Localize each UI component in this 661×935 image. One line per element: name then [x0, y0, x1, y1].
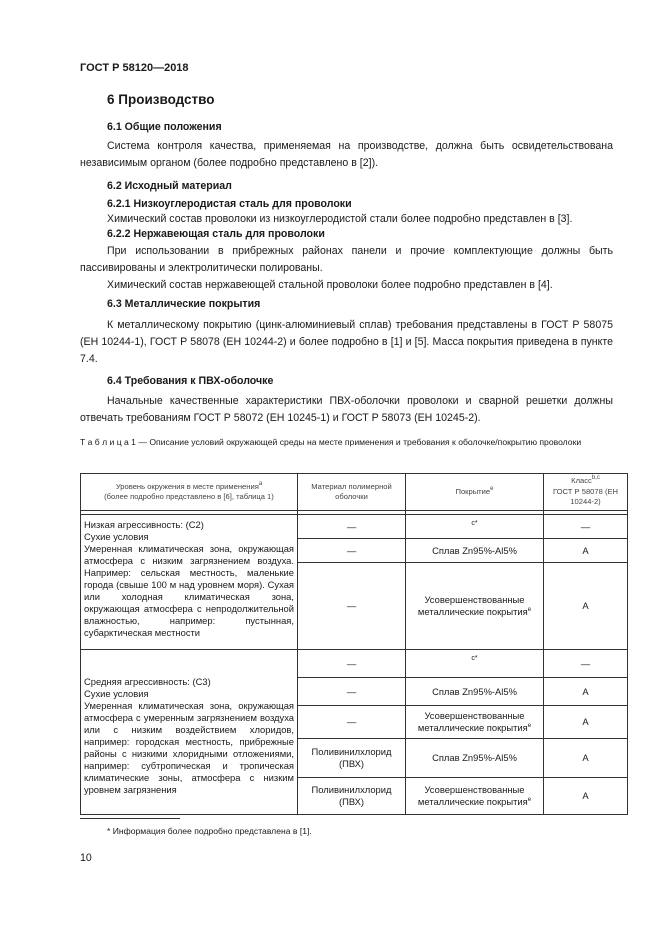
- subsection-6-1-text: Система контроля качества, применяемая на производстве, должна быть освидетельствована независимым органом (более подробно представлено в [2]).: [80, 140, 613, 169]
- material-cell: —: [298, 678, 406, 706]
- class-cell: —: [544, 650, 628, 678]
- description-desc: Умеренная климатическая зона, окружающая атмосфера с низким загрязнением воздуха. Например: сельская местность, маленькие города (свыше 100 м над уровнем моря). Сухая или холодная климатическая зона, окружающая атмосфера с непродолжительной влажностью, например: пустынная, субарктическая местности: [84, 543, 294, 638]
- table-row: [81, 515, 628, 539]
- coating-cell: с*: [406, 515, 544, 539]
- subsection-6-3-text: К металлическому покрытию (цинк-алюминиевый сплав) требования представлены в ГОСТ Р 58075 (ЕН 10244-1), ГОСТ Р 58078 (ЕН 10244-2) и более подробно в [1] и [5]. Масса покрытия приведена в пункте 7.4.: [80, 319, 613, 365]
- description-desc-title: Средняя агрессивность: (С3): [84, 676, 211, 687]
- caption-label: Т а б л и ц а 1: [80, 437, 136, 447]
- material-cell: —: [298, 563, 406, 650]
- environment-table: [80, 473, 628, 815]
- subsection-6-2-1-title: 6.2.1 Низкоуглеродистая сталь для проволоки: [107, 198, 352, 210]
- table-row: [81, 650, 628, 678]
- subsection-6-2-title: 6.2 Исходный материал: [107, 180, 232, 192]
- subsection-6-2-2-title: 6.2.2 Нержавеющая сталь для проволоки: [107, 228, 325, 240]
- material-cell: —: [298, 650, 406, 678]
- subsection-6-3-title: 6.3 Металлические покрытия: [107, 298, 261, 310]
- subsection-6-2-2-text2: Химический состав нержавеющей стальной проволоки более подробно представлен в [4].: [107, 279, 553, 291]
- section-title: 6 Производство: [107, 92, 215, 107]
- subsection-6-4-text: Начальные качественные характеристики ПВХ-оболочки проволоки и сварной решетки должны отвечать требованиям ГОСТ Р 58072 (ЕН 10245-1) и ГОСТ Р 58073 (ЕН 10245-2).: [80, 395, 613, 424]
- environment-description: [81, 515, 298, 650]
- description-desc-sub: Сухие условия: [84, 688, 149, 699]
- header-class: Класс$^{b,c}$ ГОСТ Р 58078 (ЕН 10244-2): [544, 474, 628, 511]
- material-cell: Поливинилхлорид (ПВХ): [298, 778, 406, 815]
- subsection-6-2-1-text: Химический состав проволоки из низкоуглеродистой стали более подробно представлен в [3].: [107, 213, 573, 225]
- coating-cell: с*: [406, 650, 544, 678]
- coating-cell: Сплав Zn95%-Al5%: [406, 539, 544, 563]
- class-cell: А: [544, 778, 628, 815]
- class-cell: А: [544, 739, 628, 778]
- coating-cell: Усовершенствованные металлические покрытия$^е$: [406, 563, 544, 650]
- table-header-row: [81, 474, 628, 511]
- coating-cell: Усовершенствованные металлические покрытия$^е$: [406, 706, 544, 739]
- material-cell: —: [298, 539, 406, 563]
- class-cell: —: [544, 515, 628, 539]
- class-cell: А: [544, 678, 628, 706]
- subsection-6-4-title: 6.4 Требования к ПВХ-оболочке: [107, 375, 274, 387]
- footnote: * Информация более подробно представлена в [1].: [107, 826, 312, 836]
- material-cell: —: [298, 515, 406, 539]
- table-caption: [80, 437, 627, 448]
- class-cell: А: [544, 563, 628, 650]
- coating-cell: Сплав Zn95%-Al5%: [406, 678, 544, 706]
- environment-description: [81, 650, 298, 815]
- header-coating: Покрытие$^е$: [406, 474, 544, 511]
- document-header: ГОСТ Р 58120—2018: [80, 62, 189, 74]
- header-environment: Уровень окружения в месте применения$^а$ (более подробно представлено в [6], таблица 1): [81, 474, 298, 511]
- coating-cell: Сплав Zn95%-Al5%: [406, 739, 544, 778]
- class-cell: А: [544, 539, 628, 563]
- footnote-divider: [80, 818, 180, 819]
- header-material: Материал полимерной оболочки: [298, 474, 406, 511]
- coating-cell: Усовершенствованные металлические покрытия$^е$: [406, 778, 544, 815]
- material-cell: Поливинилхлорид (ПВХ): [298, 739, 406, 778]
- description-desc: Умеренная климатическая зона, окружающая атмосфера с умеренным загрязнением воздуха или с низким воздействием хлоридов, например: городская местность, прибрежные районы с низкими хлоридными отложениями, например: субтропическая и тропическая климатические зоны, атмосфера с низким уровнем загрязнения: [84, 700, 294, 795]
- material-cell: —: [298, 706, 406, 739]
- description-desc-sub: Сухие условия: [84, 531, 149, 542]
- subsection-6-1-title: 6.1 Общие положения: [107, 121, 222, 133]
- class-cell: А: [544, 706, 628, 739]
- page-number: 10: [80, 852, 92, 864]
- caption-text: — Описание условий окружающей среды на месте применения и требования к оболочке/покрытию проволоки: [135, 437, 582, 447]
- description-desc-title: Низкая агрессивность: (С2): [84, 519, 204, 530]
- subsection-6-2-2-text1: При использовании в прибрежных районах панели и прочие комплектующие должны быть пассивированы и электролитически полированы.: [80, 245, 613, 274]
